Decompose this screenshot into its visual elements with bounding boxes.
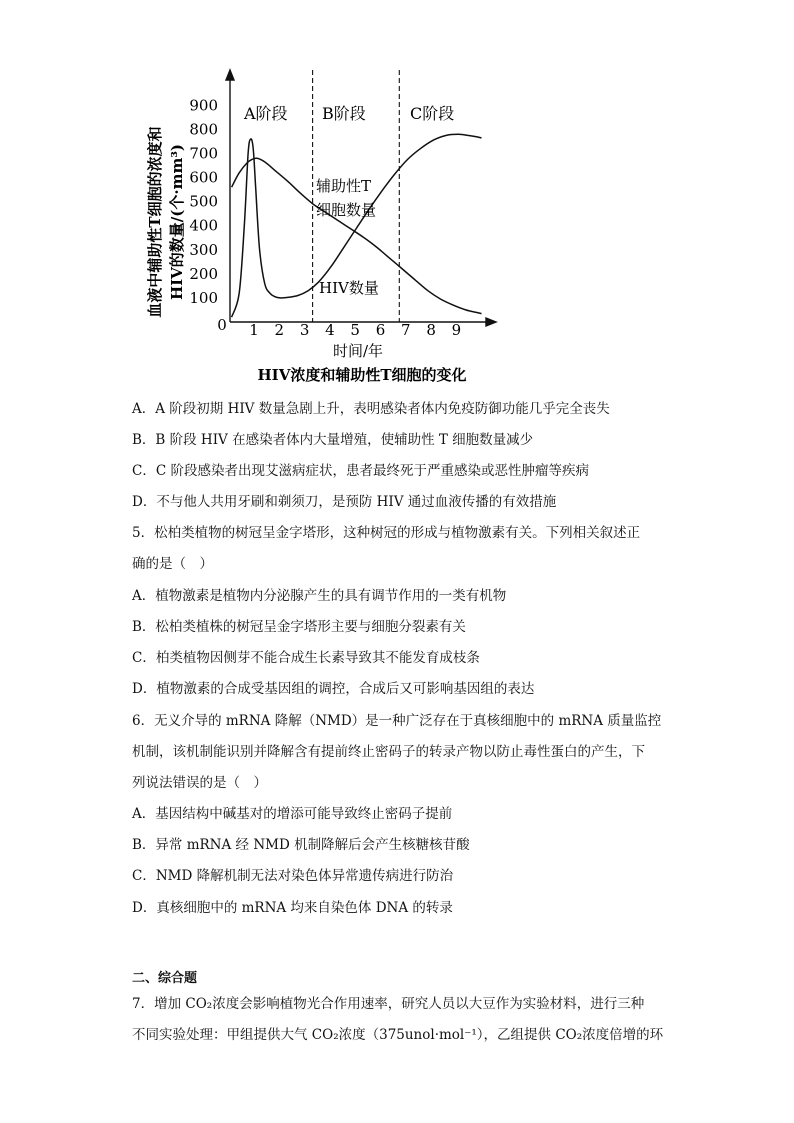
q7-line2: 不同实验处理：甲组提供大气 CO₂浓度（375unol·mol⁻¹），乙组提供 CO₂浓度倍增的环 — [132, 1027, 664, 1043]
y-tick-300: 300 — [189, 240, 218, 259]
y-tick-500: 500 — [189, 192, 218, 211]
y-tick-100: 100 — [189, 288, 218, 307]
section-title: 二、综合题 — [132, 971, 198, 986]
stage-label-c: C阶段 — [410, 104, 455, 123]
annotation-helper-t-line1: 辅助性T — [316, 177, 372, 195]
stage-label-a: A阶段 — [244, 104, 288, 123]
x-tick-5: 5 — [350, 321, 360, 339]
y-tick-800: 800 — [189, 120, 218, 139]
stage-label-b: B阶段 — [322, 104, 366, 123]
question-line-q6: 6．无义介导的 mRNA 降解（NMD）是一种广泛存在于真核细胞中的 mRNA 质量监控 — [132, 713, 662, 729]
y-tick-900: 900 — [189, 96, 218, 115]
question-line-q4c: C．C 阶段感染者出现艾滋病症状，患者最终死于严重感染或恶性肿瘤等疾病 — [132, 463, 589, 479]
x-tick-2: 2 — [274, 321, 285, 339]
y-axis-arrow — [226, 70, 234, 80]
x-tick-1: 1 — [249, 321, 259, 339]
chart-title: HIV浓度和辅助性T细胞的变化 — [257, 366, 467, 384]
question-line-q6a3: C．NMD 降解机制无法对染色体异常遗传病进行防治 — [132, 868, 454, 884]
hiv-chart — [0, 0, 794, 390]
stage-labels — [243, 104, 454, 123]
x-tick-8: 8 — [426, 321, 436, 339]
question-line-q5a1: A．植物激素是植物内分泌腺产生的具有调节作用的一类有机物 — [132, 588, 507, 604]
origin-label: 0 — [217, 316, 227, 334]
x-tick-4: 4 — [325, 321, 335, 339]
x-axis-arrow — [486, 318, 496, 326]
question-line-q4b: B．B 阶段 HIV 在感染者体内大量增殖，使辅助性 T 细胞数量减少 — [132, 432, 534, 448]
annotation-hiv: HIV数量 — [319, 279, 379, 297]
x-tick-9: 9 — [451, 321, 462, 339]
x-axis-label: 时间/年 — [332, 342, 384, 360]
question-line-q5a3: C．柏类植物因侧芽不能合成生长素导致其不能发育成枝条 — [132, 650, 480, 666]
question-line-q6a2: B．异常 mRNA 经 NMD 机制降解后会产生核糖核苷酸 — [132, 837, 470, 853]
y-tick-400: 400 — [189, 216, 218, 235]
question-line-q5: 5．松柏类植物的树冠呈金字塔形，这种树冠的形成与植物激素有关。下列相关叙述正 — [132, 525, 641, 541]
question-line-q6b: 机制，该机制能识别并降解含有提前终止密码子的转录产物以防止毒性蛋白的产生，下 — [132, 744, 645, 760]
y-tick-labels — [189, 96, 218, 307]
y-tick-700: 700 — [189, 144, 218, 163]
question-line-q5a4: D．植物激素的合成受基因组的调控，合成后又可影响基因组的表达 — [132, 681, 535, 697]
question-line-q6a4: D．真核细胞中的 mRNA 均来自染色体 DNA 的转录 — [132, 900, 453, 916]
question-line-q5a2: B．松柏类植株的树冠呈金字塔形主要与细胞分裂素有关 — [132, 619, 466, 635]
x-tick-6: 6 — [375, 321, 386, 339]
y-axis-label-line1: 血液中辅助性T细胞的浓度和 — [146, 126, 164, 318]
question-line-q6a1: A．基因结构中碱基对的增添可能导致终止密码子提前 — [132, 806, 453, 822]
x-tick-3: 3 — [299, 321, 310, 339]
x-tick-labels — [249, 321, 461, 339]
question-line-q4d: D．不与他人共用牙刷和剃须刀，是预防 HIV 通过血液传播的有效措施 — [132, 494, 557, 510]
annotation-helper-t-line2: 细胞数量 — [316, 201, 377, 219]
y-tick-200: 200 — [189, 264, 218, 283]
question-line-q5b: 确的是（ ） — [132, 556, 213, 572]
question-line-q6c: 列说法错误的是（ ） — [132, 775, 267, 791]
x-tick-7: 7 — [401, 321, 411, 339]
question-line-q4a: A．A 阶段初期 HIV 数量急剧上升，表明感染者体内免疫防御功能几乎完全丧失 — [132, 401, 610, 417]
q7-line1: 7．增加 CO₂浓度会影响植物光合作用速率，研究人员以大豆作为实验材料，进行三种 — [132, 996, 645, 1012]
y-axis-label-line2: HIV的数量/(个·mm³) — [168, 143, 186, 301]
y-tick-600: 600 — [189, 168, 218, 187]
